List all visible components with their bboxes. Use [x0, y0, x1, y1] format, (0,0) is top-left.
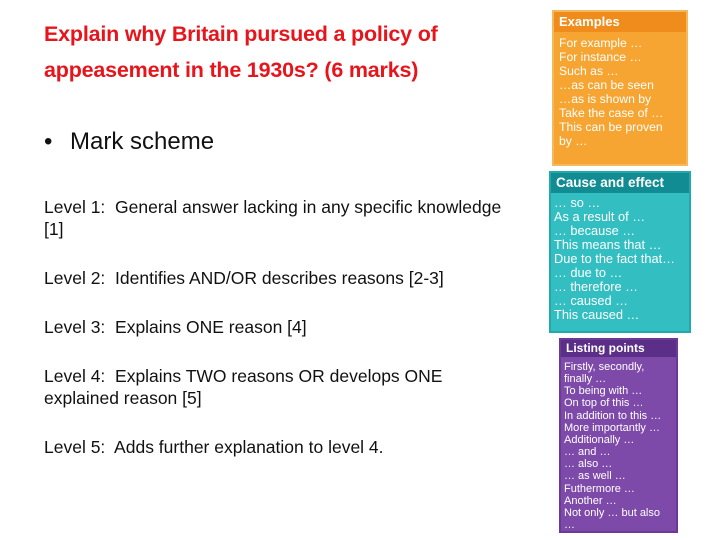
question-title: Explain why Britain pursued a policy of appeasement in the 1930s? (6 marks) — [44, 22, 438, 82]
cause-effect-line: … so … — [554, 195, 601, 210]
level-5: Level 5: Adds further explanation to level 4. — [44, 437, 384, 457]
examples-line: For instance … — [559, 50, 642, 64]
cause-effect-line: Due to the fact that… — [554, 251, 675, 266]
examples-line: …as can be seen — [559, 78, 654, 92]
cause-effect-line: … therefore … — [554, 279, 638, 294]
listing-line: In addition to this … — [564, 409, 662, 422]
mark-scheme-heading: Mark scheme — [70, 128, 215, 155]
listing-line: Futhermore … — [564, 482, 635, 495]
listing-line: … and … — [564, 446, 611, 459]
cause-effect-line: As a result of … — [554, 209, 646, 224]
cause-effect-line: … caused … — [554, 293, 628, 308]
listing-line: Not only … but also — [564, 506, 660, 519]
listing-line: … also … — [564, 458, 613, 471]
cause-effect-line: This means that … — [554, 237, 662, 252]
level-3: Level 3: Explains ONE reason [4] — [44, 317, 307, 337]
cause-effect-box — [549, 171, 691, 333]
listing-line: Another … — [564, 494, 617, 507]
examples-line: Take the case of … — [559, 106, 664, 120]
cause-effect-line: … because … — [554, 223, 636, 238]
examples-title: Examples — [554, 12, 686, 32]
levels-list — [44, 196, 514, 485]
examples-line: Such as … — [559, 64, 619, 78]
listing-line: More importantly … — [564, 421, 660, 434]
listing-line: Firstly, secondly, — [564, 361, 645, 373]
examples-line: This can be proven — [559, 120, 663, 134]
examples-box — [552, 10, 688, 166]
listing-line: … as well … — [564, 470, 626, 483]
listing-points-box — [559, 338, 678, 533]
examples-line: …as is shown by — [559, 92, 652, 106]
cause-effect-line: … due to … — [554, 265, 623, 280]
cause-effect-lines — [551, 193, 689, 322]
listing-line: To being with … — [564, 385, 643, 398]
listing-line: On top of this … — [564, 397, 644, 410]
listing-line: Additionally … — [564, 433, 635, 446]
cause-effect-title: Cause and effect — [551, 173, 689, 193]
listing-points-lines — [561, 357, 676, 531]
mark-scheme-bullet — [44, 126, 214, 158]
listing-line: … — [564, 519, 575, 532]
listing-line: finally … — [564, 373, 607, 386]
examples-line: by … — [559, 134, 588, 148]
examples-lines — [554, 32, 686, 148]
bullet-dot: • — [44, 128, 53, 155]
listing-points-title: Listing points — [561, 340, 676, 357]
level-1: Level 1: General answer lacking in any specific knowledge [1] — [44, 197, 507, 239]
cause-effect-line: This caused … — [554, 307, 640, 322]
level-2: Level 2: Identifies AND/OR describes reasons [2-3] — [44, 268, 444, 288]
level-4: Level 4: Explains TWO reasons OR develops ONE explained reason [5] — [44, 366, 448, 408]
examples-line: For example … — [559, 36, 643, 50]
